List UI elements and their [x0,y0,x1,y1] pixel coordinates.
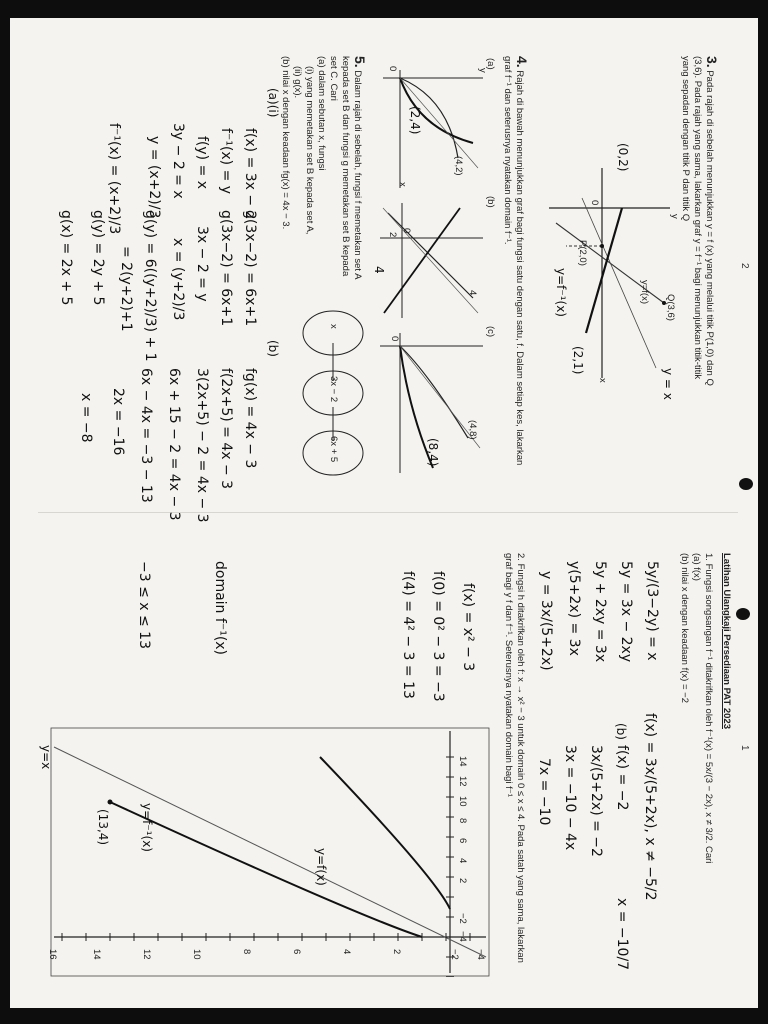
hw-aii-6: g(y) = 2y + 5 [90,210,106,306]
hw-1a-0: 5y/(3−2y) = x [644,561,660,661]
question-2 [502,553,526,973]
hw-1a-answer: f(x) = 3x/(5+2x), x ≠ −5/2 [642,713,658,901]
binder-hole [739,478,753,490]
hw-aii-2: 3x − 2 = y [194,226,210,302]
hw-1b-3: 3x = −10 − 4x [562,745,578,851]
hw-1b-answer: x = −10/7 [614,898,630,971]
hw-b-0: (b) [266,340,280,357]
point-p-label: P(2,0) [577,240,588,266]
rotated-spread [10,18,758,1008]
hw-2-0: f(x) = x² − 3 [460,583,476,672]
hw-ai-6: f⁻¹(x) = (x+2)/3 [106,123,122,235]
q2-graph [50,727,490,977]
origin-label: 0 [401,228,412,234]
origin-label: 0 [389,336,400,342]
hw-aii-3: x = (y+2)/3 [170,238,186,321]
x-tick-6: 6 [291,949,302,955]
tick-marks [62,757,470,977]
hw-ai-2: f⁻¹(x) = y [218,128,234,195]
hw-b-1: fg(x) = 4x − 3 [242,368,258,469]
hw-1a-1: 5y = 3x − 2xy [618,561,634,663]
hw-1a-3: y(5+2x) = 3x [566,561,582,656]
x-tick-16: 16 [47,949,58,960]
origin-label: 0 [387,66,398,72]
hw-ai-3: f(y) = x [194,136,210,190]
point-label: (4,8) [467,420,478,440]
y-tick-6: 6 [457,838,468,844]
y-tick-neg4: −4 [457,931,468,942]
hw-2-answer-1: −3 ≤ x ≤ 13 [136,561,152,649]
set-b-element: 3x − 2 [328,376,339,403]
label-y-equals-x: y=x [39,745,53,770]
question-number: 5. [352,56,368,68]
x-tick-14: 14 [91,949,102,960]
hw-2-answer-0: domain f⁻¹(x) [212,561,228,656]
hw-point-0-2: (0,2) [616,143,630,172]
hw-aii-4: g(y) = 6((y+2)/3) + 1 [142,210,158,362]
origin-label: 0 [589,200,600,206]
line-f-inverse [384,208,460,313]
hw-2-1: f(0) = 0² − 3 = −3 [430,571,446,702]
hw-ai-5: y = (x+2)/3 [146,136,162,219]
part-b-label: (b) [485,196,496,208]
set-a-element: x [328,324,339,329]
axis-y-label: y [477,68,488,73]
binder-hole [736,608,750,620]
hw-point: (8,4) [426,438,440,467]
hw-2-2: f(4) = 4² − 3 = 13 [400,571,416,699]
hw-ai-1: f(x) = 3x − 2 [242,128,258,220]
tick-a: 4 [467,290,478,296]
hw-aii-1: g(3x−2) = 6x+1 [218,210,234,327]
hw-point: (2,4) [408,106,422,135]
q4a-graph [378,58,488,193]
part-b: (b) nilai x dengan keadaan f(x) = −2 [679,553,690,703]
hw-b-2: f(2x+5) = 4x − 3 [218,368,234,490]
x-tick-4: 4 [341,949,352,955]
page-number: 2 [739,263,750,269]
part-a-i: (i) yang memetakan set B kepada set A, [304,66,315,235]
hw-b-3: 3(2x+5) − 2 = 4x − 3 [194,368,210,523]
part-a-label: (a) [485,58,496,70]
hw-1a-4: y = 3x/(5+2x) [538,571,554,671]
q4b-graph [378,198,488,323]
point-q-label: Q(3,6) [665,294,676,321]
hw-1b-2: 3x/(5+2x) = −2 [588,745,604,857]
y-tick-8: 8 [457,818,468,824]
line-y-equals-x [383,208,478,313]
set-c-element: 6x + 5 [328,436,339,463]
page-2 [10,18,758,523]
question-5 [279,56,366,291]
y-tick-12: 12 [457,776,468,787]
question-number: 3. [704,56,720,68]
x-tick-10: 10 [191,949,202,960]
x-tick-2: 2 [391,949,402,955]
question-text: Fungsi h ditakrifkan oleh f: x → x² − 3 untuk domain 0 ≤ x ≤ 4. Pada satah yang sama, lakarkan graf bagi y f dan f⁻¹. Seterusnya nyatakan domain bagi f⁻¹ [503,553,526,963]
part-a-ii: (ii) g(x). [292,66,303,99]
hw-tick: 4 [372,266,386,274]
question-text: Pada rajah di sebelah menunjukkan y = f (x) yang melalui titik P(1,0) dan Q (3,6). Pada rajah yang sama, lakarkan graf y = f⁻¹ bagi menunjukkan titik-titik yang sepadan dengan titik P dan titik Q [680,56,715,386]
hw-inverse-label: y=f⁻¹(x) [554,268,568,317]
axis-y-label: y [669,214,680,219]
axis-x-label: x [597,378,608,383]
scanned-sheet [10,18,758,1008]
part-b: (b) nilai x dengan keadaan fg(x) = 4x − 3. [280,56,291,230]
hw-1a-2: 5y + 2xy = 3x [592,561,608,663]
part-c-label: (c) [485,326,496,338]
x-tick-neg4: −4 [475,949,486,960]
question-number: 4. [514,56,530,68]
y-tick-4: 4 [457,858,468,864]
hw-aii-0: g(3x−2) = 6x+1 [242,210,258,327]
page-number: 1 [739,745,750,751]
hw-point-2-1: (2,1) [571,346,585,375]
question-3 [679,56,718,386]
hw-1b-0: (b) [614,723,628,740]
line-inverse [586,208,622,333]
question-number: 1. [703,553,714,561]
hw-ai-0: (a)(i) [266,88,280,118]
hw-b-7: x = −8 [78,393,94,443]
hw-b-5: 6x − 4x = −3 − 13 [138,368,154,503]
hw-aii-5: = 2(y+2)+1 [118,246,134,332]
hw-ai-4: 3y − 2 = x [170,123,186,199]
part-a: (a) f(x) [691,553,702,581]
part-a: (a) dalam sebutan x, fungsi [316,56,327,171]
line-y-equals-x [54,747,486,957]
point-p [600,244,604,248]
hw-1b-4: 7x = −10 [536,758,552,826]
y-tick-neg2: −2 [457,913,468,924]
x-tick-12: 12 [141,949,152,960]
tick-b: 2 [387,232,398,238]
label-y-equals-f-of-x: y=f(x) [314,848,328,886]
page-title: Latihan Ulangkaji Persediaan PAT 2023 [721,553,732,729]
curve-label: y=f(x) [639,280,650,305]
x-tick-8: 8 [241,949,252,955]
y-tick-10: 10 [457,796,468,807]
point-13-4 [108,800,113,805]
q3-graph [549,128,674,378]
axis-x-label: x [397,182,408,187]
label-y-equals-f-inverse: y=f⁻¹(x) [140,803,154,852]
x-tick-neg2: −2 [449,949,460,960]
y-tick-2: 2 [457,878,468,884]
curve-y-equals-f-inverse [110,802,422,937]
curve-f [400,346,468,438]
hw-b-4: 6x + 15 − 2 = 4x − 3 [166,368,182,521]
line-f [388,213,473,298]
hw-1b-1: f(x) = −2 [614,745,630,811]
question-number: 2. [515,553,526,561]
question-1 [678,553,714,973]
page-1 [10,513,758,1008]
question-4 [501,56,528,466]
hw-b-6: 2x = −16 [110,388,126,456]
hw-aii-7: g(x) = 2x + 5 [58,210,74,306]
point-label: (4,2) [453,156,464,176]
hw-y-equals-x: y = x [661,368,675,400]
question-text: Rajah di bawah menunjukkan graf bagi fungsi satu dengan satu, f. Dalam setiap kes, lakarkan graf f⁻¹ dan seterusnya nyatakan domain f⁻¹. [502,56,525,466]
question-text: Fungsi songsangan f⁻¹ ditakrifkan oleh f⁻¹(x) = 5x/(3 − 2x), x ≠ 3/2. Cari [703,563,714,864]
y-tick-14: 14 [457,756,468,767]
label-point-13-4: (13,4) [96,809,110,846]
question-text: Dalam rajah di sebelah, fungsi f memetakan set A kepada set B dan fungsi g memetakan set B kepada set C. Cari [328,56,363,279]
